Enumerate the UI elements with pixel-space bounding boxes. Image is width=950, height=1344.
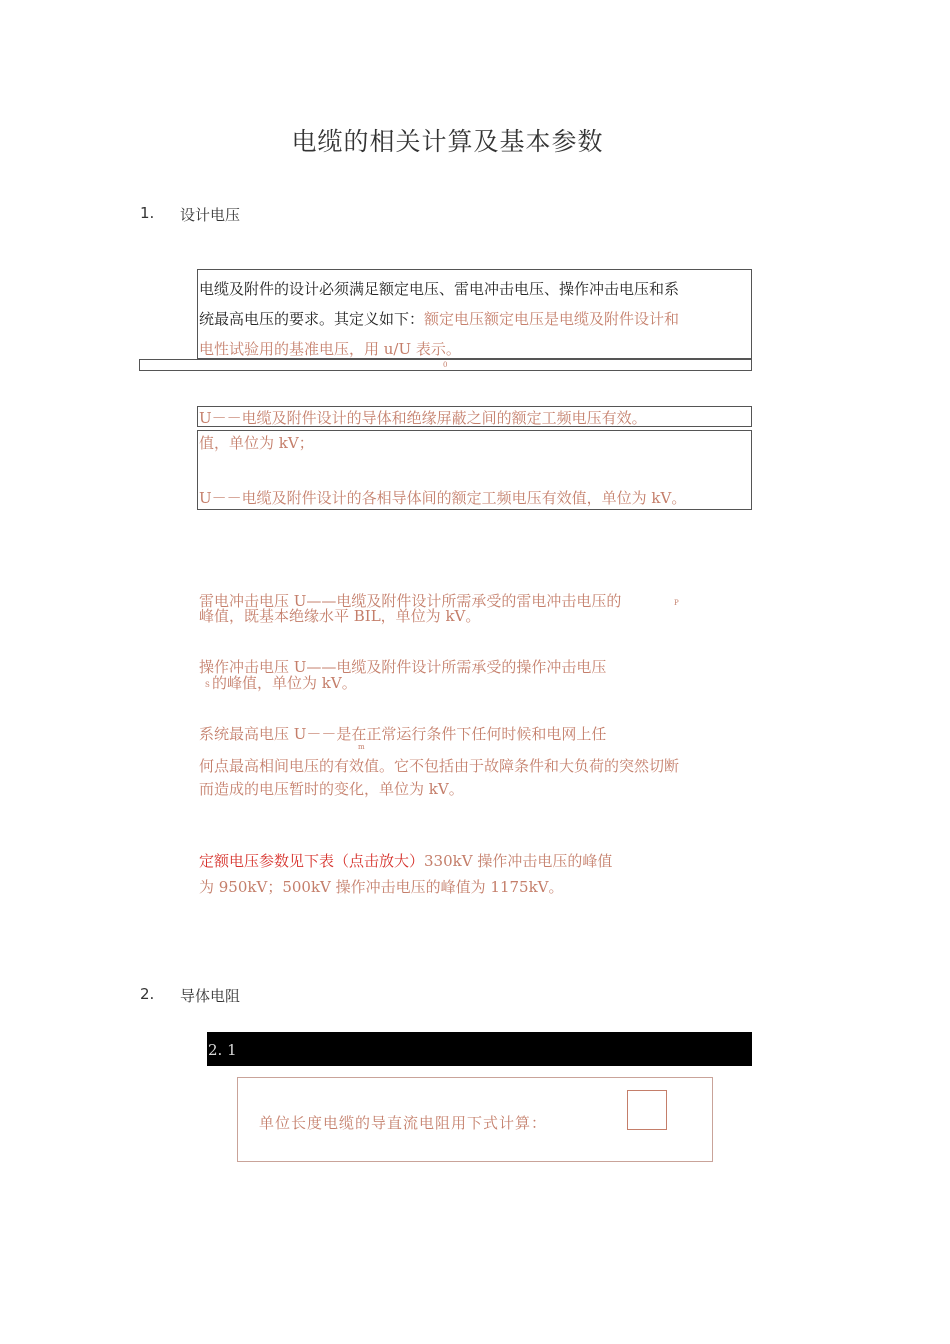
lightning-line-2: 峰值，既基本绝缘水平 BIL，单位为 kV。: [199, 607, 481, 625]
intro-line-3: 电性试验用的基准电压，用 u/U 表示。: [199, 340, 461, 358]
switching-line-2: 的峰值，单位为 kV。: [212, 674, 357, 692]
section-1-heading: 设计电压: [180, 206, 241, 224]
section-2-number: 2.: [140, 985, 155, 1003]
system-max-line-2: 何点最高相间电压的有效值。它不包括由于故障条件和大负荷的突然切断: [199, 757, 680, 775]
intro-line-2: [199, 304, 679, 334]
subsection-number: 2. 1: [208, 1041, 237, 1059]
system-max-line-1: 系统最高电压 U－－是在正常运行条件下任何时候和电网上任: [199, 725, 607, 743]
formula-image-placeholder: [627, 1090, 667, 1130]
u0-line-2: 值，单位为 kV；: [199, 434, 314, 452]
system-max-subscript: m: [358, 743, 365, 751]
intro-line-2-tan: 额定电压额定电压是电缆及附件设计和: [424, 310, 680, 328]
switching-line-1: 操作冲击电压 U——电缆及附件设计所需承受的操作冲击电压: [199, 658, 607, 676]
rated-line-1-tan: 330kV 操作冲击电压的峰值: [424, 852, 613, 870]
system-max-line-3: 而造成的电压暂时的变化，单位为 kV。: [199, 780, 464, 798]
rated-line-1: [199, 850, 612, 872]
resistance-text: 单位长度电缆的导直流电阻用下式计算：: [259, 1114, 548, 1132]
intro-subscript: 0: [443, 361, 448, 369]
intro-line-1: 电缆及附件的设计必须满足额定电压、雷电冲击电压、操作冲击电压和系: [199, 280, 680, 298]
switching-subscript: S: [205, 681, 210, 689]
subsection-bar: [207, 1032, 752, 1066]
section-2-heading: 导体电阻: [180, 987, 241, 1005]
u0-line-1: U－－电缆及附件设计的导体和绝缘屏蔽之间的额定工频电压有效。: [199, 409, 647, 427]
rated-table-link[interactable]: 定额电压参数见下表（点击放大）: [199, 852, 425, 870]
intro-line-2-dark: 统最高电压的要求。其定义如下：: [199, 310, 425, 328]
lightning-line-1: 雷电冲击电压 U——电缆及附件设计所需承受的雷电冲击电压的: [199, 592, 622, 610]
page-title: 电缆的相关计算及基本参数: [291, 127, 604, 156]
section-1-number: 1.: [140, 204, 155, 222]
u-line: U－－电缆及附件设计的各相导体间的额定工频电压有效值，单位为 kV。: [199, 489, 687, 507]
lightning-subscript: P: [674, 599, 679, 607]
rated-line-2: 为 950kV；500kV 操作冲击电压的峰值为 1175kV。: [199, 878, 564, 896]
